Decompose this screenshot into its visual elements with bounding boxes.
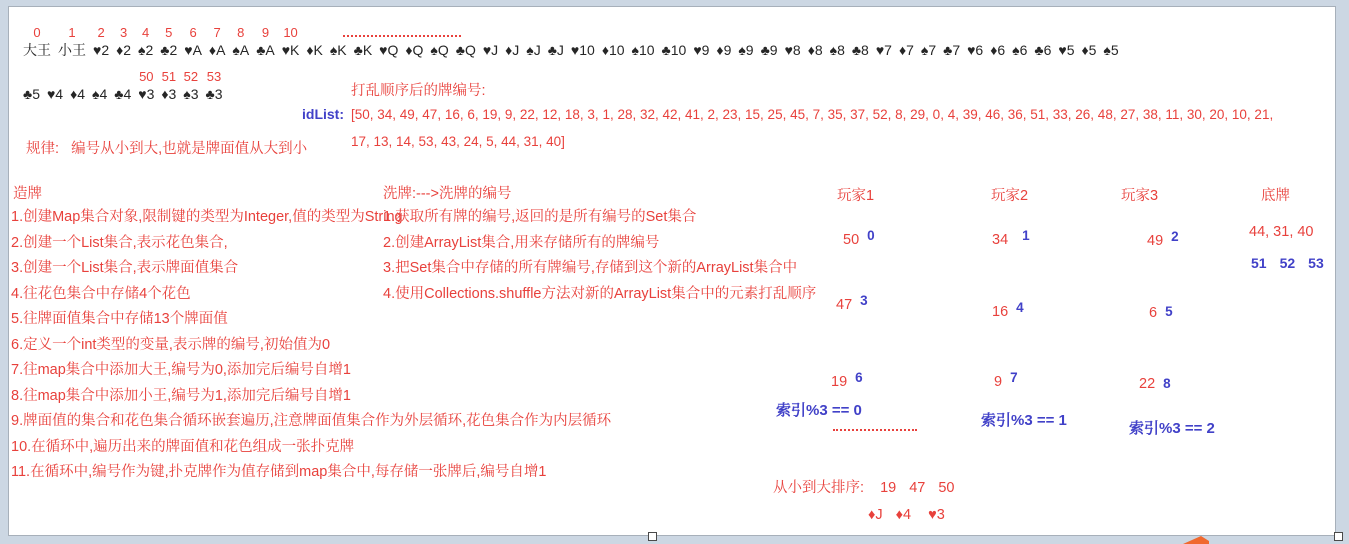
card-cell [693,25,709,59]
deck-row-1 [23,25,1119,59]
card-cell [967,25,983,59]
card-label: ♠4 [92,86,108,102]
card-cell [23,25,51,59]
card-cell [206,69,223,103]
card-label: ♣8 [851,42,869,58]
card-cell [990,25,1005,59]
card-index: 7 [213,25,221,40]
deal-index: 2 [1171,229,1179,244]
card-index: 2 [97,25,105,40]
card-cell [23,69,40,103]
card-cell [921,25,936,59]
deal-index: 1 [1022,228,1030,243]
make-step-item: 1.创建Map集合对象,限制键的类型为Integer,值的类型为String [11,209,403,225]
player2-header: 玩家2 [991,188,1029,204]
card-label: ♠Q [430,42,449,58]
card-index: 3 [119,25,128,40]
idlist-line-2: 17, 13, 14, 53, 43, 24, 5, 44, 31, 40] [351,134,565,149]
dipai-header: 底牌 [1261,188,1290,204]
card-label: ♥9 [693,42,710,58]
card-index: 8 [237,25,245,40]
player2-card-cell [994,370,1018,390]
card-label: ♥K [281,42,300,58]
card-cell [256,25,275,59]
card-cell [662,25,687,59]
dipai-index-52: 52 [1279,255,1296,271]
card-index: 53 [206,69,222,84]
card-number: 9 [994,374,1003,390]
card-cell [761,25,778,59]
player2-card-cell [992,300,1024,320]
make-step-item: 2.创建一个List集合,表示花色集合, [11,234,228,251]
card-cell [1081,25,1096,59]
card-cell [808,25,823,59]
make-step-item: 3.创建一个List集合,表示牌面值集合 [11,260,239,276]
deal-index: 5 [1165,304,1173,319]
card-number: 22 [1139,376,1156,392]
card-cell [160,25,177,59]
card-cell [282,25,300,59]
card-label: ♣10 [661,42,687,58]
deal-index: 3 [860,293,868,308]
make-step-item: 10.在循环中,遍历出来的牌面值和花色组成一张扑克牌 [11,438,355,455]
card-cell [138,25,153,59]
card-cell [526,25,540,59]
card-cell [505,25,519,59]
card-label: ♣K [353,42,373,58]
card-label: ♣7 [943,42,961,58]
card-label: ♦J [505,42,520,58]
card-label: ♦2 [116,42,132,58]
card-label: ♥2 [93,42,110,58]
card-cell [632,25,655,59]
card-label: ♥Q [379,42,399,58]
card-cell [47,69,63,103]
card-label: ♥A [184,42,202,58]
card-cell [738,25,753,59]
card-cell [852,25,869,59]
dipai-indexes [1251,255,1324,271]
card-index: 6 [189,25,197,40]
sorted-card: ♥3 [928,507,945,523]
card-label: ♠7 [920,42,937,58]
card-cell [876,25,892,59]
deal-index: 0 [867,228,875,243]
player1-card-cell [843,228,875,248]
card-label: ♥6 [967,42,984,58]
resize-handle-corner[interactable] [1334,532,1343,541]
card-cell [58,25,86,59]
make-step-item: 5.往牌面值集合中存储13个牌面值 [11,311,228,327]
card-cell [1012,25,1027,59]
card-cell [138,69,154,103]
card-cell [184,25,202,59]
shuffle-step-item: 3.把Set集合中存储的所有牌编号,存储到这个新的ArrayList集合中 [383,260,798,276]
card-cell [183,69,198,103]
shuffle-steps [383,205,816,307]
card-number: 47 [836,297,853,313]
card-number: 49 [1147,233,1164,249]
card-label: ♣5 [23,86,40,102]
sorted-cards-line [868,507,945,523]
dotted-line-ellipsis [343,23,461,37]
sort-value: 19 [880,480,897,496]
card-label: ♦8 [807,42,823,58]
card-label: ♣A [256,42,275,58]
make-cards-title: 造牌 [13,186,42,202]
player3-card-cell [1149,305,1173,321]
card-label: ♠6 [1012,42,1028,58]
card-label: ♠K [329,42,347,58]
card-label: ♣Q [455,42,476,58]
mod-annotation-player1: 索引%3 == 0 [776,402,862,419]
card-cell [483,25,498,59]
card-label: ♦7 [898,42,914,58]
rule-line: 规律: 编号从小到大,也就是牌面值从大到小 [26,141,308,157]
card-cell [232,25,249,59]
card-cell [70,69,85,103]
card-label: 大王 [23,42,51,58]
card-number: 34 [992,232,1009,248]
deal-index: 4 [1016,300,1024,315]
card-label: ♠8 [829,42,845,58]
sort-value: 50 [938,480,955,496]
shuffle-title: 洗牌:--->洗牌的编号 [383,186,512,202]
card-label: ♥3 [138,86,155,102]
idlist-line-1: [50, 34, 49, 47, 16, 6, 19, 9, 22, 12, 18, 3, 1, 28, 32, 42, 41, 2, 23, 15, 25, 45, 7, 35, 37, 52, 8, 29, 0, 4, 39, 46, 36, 51, 33, 26, 48, 27, 38, 11, 30, 20, 10, 21, [351,107,1274,122]
card-label: ♣J [547,42,564,58]
card-label: ♥10 [570,42,595,58]
card-cell [785,25,801,59]
card-label: ♦9 [716,42,732,58]
card-number: 19 [831,374,848,390]
card-label: ♣6 [1034,42,1052,58]
card-cell [571,25,595,59]
card-label: ♥7 [875,42,892,58]
card-label: ♦A [208,42,226,58]
card-label: ♥4 [46,86,64,102]
card-number: 6 [1149,305,1158,321]
player1-card-cell [836,293,868,313]
shuffle-step-item: 1.获取所有牌的编号,返回的是所有编号的Set集合 [383,209,697,225]
card-cell [209,25,225,59]
whiteboard-canvas[interactable] [8,6,1336,536]
card-index: 52 [183,69,199,84]
deal-index: 6 [855,370,863,385]
card-index: 10 [283,25,298,40]
make-step-item: 8.往map集合中添加小王,编号为1,添加完后编号自增1 [11,387,351,404]
card-cell [943,25,960,59]
card-number: 16 [992,304,1009,320]
dotted-underline [833,421,917,431]
card-label: ♠9 [738,42,754,58]
make-step-item: 11.在循环中,编号作为键,扑克牌作为值存储到map集合中,每存储一张牌后,编号自增1 [11,464,547,480]
make-step-item: 4.往花色集合中存储4个花色 [11,285,191,302]
card-label: ♣2 [160,42,178,58]
card-cell [114,69,131,103]
card-label: ♦6 [990,42,1006,58]
sorted-card: ♦J [868,507,883,523]
shuffle-step-item: 2.创建ArrayList集合,用来存储所有的牌编号 [383,234,660,251]
card-label: ♦3 [161,86,177,102]
card-label: ♦Q [405,42,424,58]
player1-header: 玩家1 [837,188,875,204]
card-index: 1 [68,25,76,40]
card-label: ♠3 [183,86,199,102]
card-label: ♠A [232,42,250,58]
player3-card-cell [1139,376,1171,392]
make-step-item: 7.往map集合中添加大王,编号为0,添加完后编号自增1 [11,362,351,378]
card-cell [92,69,107,103]
card-cell [116,25,131,59]
deal-index: 7 [1010,370,1018,385]
card-label: ♦K [306,42,323,58]
card-index: 0 [33,25,41,40]
card-index: 51 [161,69,177,84]
player1-card-cell [831,370,863,390]
make-step-item: 9.牌面值的集合和花色集合循环嵌套遍历,注意牌面值集合作为外层循环,花色集合作为内层循环 [11,413,612,429]
card-cell [1103,25,1118,59]
card-cell [161,69,176,103]
sort-value: 47 [909,480,926,496]
card-cell [1034,25,1051,59]
card-label: ♠J [526,42,541,58]
card-label: 小王 [58,42,86,58]
card-label: ♠5 [1103,42,1119,58]
sort-line [773,476,954,497]
deal-index: 8 [1163,376,1171,391]
card-index: 4 [142,25,150,40]
card-label: ♥8 [784,42,801,58]
card-cell [899,25,914,59]
card-cell [93,25,109,59]
mod-annotation-player3: 索引%3 == 2 [1129,420,1215,437]
card-index: 9 [261,25,270,40]
dipai-numbers: 44, 31, 40 [1249,224,1314,240]
mod-annotation-player2: 索引%3 == 1 [981,412,1067,429]
card-label: ♦10 [601,42,625,58]
card-index: 50 [139,69,154,84]
card-cell [716,25,731,59]
card-label: ♦4 [70,86,86,102]
card-cell [830,25,845,59]
player3-card-cell [1147,229,1179,249]
card-label: ♥J [482,42,499,58]
card-cell [306,25,322,59]
sort-label: 从小到大排序: [773,480,865,496]
dipai-index-51: 51 [1251,255,1267,271]
card-number: 50 [843,232,860,248]
card-cell [602,25,625,59]
card-label: ♠2 [138,42,154,58]
card-label: ♦5 [1081,42,1097,58]
idlist-label: idList: [302,106,344,122]
card-cell [1058,25,1074,59]
shuffle-step-item: 4.使用Collections.shuffle方法对新的ArrayList集合中的元素打乱顺序 [383,285,817,302]
card-index: 5 [165,25,173,40]
resize-handle-bottom[interactable] [648,532,657,541]
player3-header: 玩家3 [1121,188,1159,204]
shuffle-note: 打乱顺序后的牌编号: [351,83,486,99]
make-step-item: 6.定义一个int类型的变量,表示牌的编号,初始值为0 [11,336,331,353]
deck-row-2 [23,69,223,103]
sorted-card: ♦4 [895,507,912,523]
card-label: ♣4 [114,86,132,102]
dipai-index-53: 53 [1308,255,1324,271]
card-label: ♠10 [631,42,655,58]
card-cell [548,25,564,59]
player2-card-cell [992,228,1030,248]
orange-pen-stroke-icon [1183,536,1209,544]
card-label: ♣9 [760,42,778,58]
card-label: ♣3 [205,86,223,102]
card-label: ♥5 [1058,42,1075,58]
